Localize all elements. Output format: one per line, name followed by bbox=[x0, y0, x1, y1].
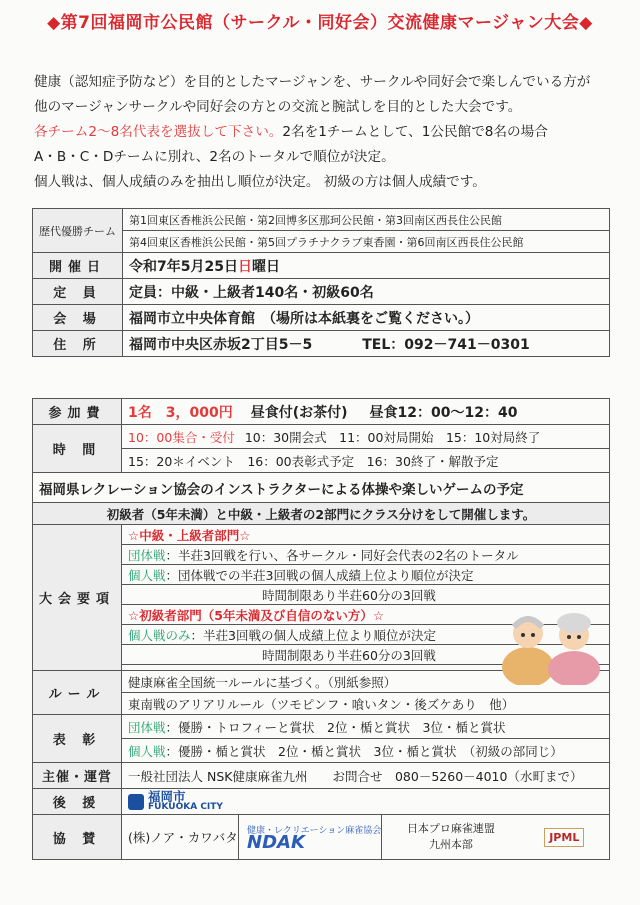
intro-highlight: 各チーム2～8名代表を選抜して下さい。 bbox=[34, 124, 283, 140]
award-team: 団体戦：優勝・トロフィーと賞状 2位・楯と賞状 3位・楯と賞状 bbox=[122, 715, 610, 739]
sponsor-label: 協 賛 bbox=[33, 815, 122, 860]
woman-eye bbox=[577, 635, 581, 639]
city-emblem-icon bbox=[128, 794, 144, 810]
intro-line-4: A・B・C・Dチームに別れ、2名のトータルで順位が決定。 bbox=[34, 149, 395, 165]
venue-label: 会 場 bbox=[33, 305, 123, 331]
fee-row: 1名 3，000円 昼食付(お茶付) 昼食12：00～12：40 bbox=[122, 399, 610, 425]
winners-row-2: 第4回東区香椎浜公民館・第5回プラチナクラブ東香園・第6回南区西長住公民館 bbox=[123, 231, 610, 253]
div2-title: ☆初級者部門（5年未満及び自信のない方）☆ bbox=[122, 605, 610, 625]
support-label: 後 援 bbox=[33, 789, 122, 815]
recreation-note: 福岡県レクレーション協会のインストラクターによる体操や楽しいゲームの予定 bbox=[33, 473, 610, 503]
venue-value: 福岡市立中央体育館 （場所は本紙裏をご覧ください。） bbox=[123, 305, 610, 331]
intro-line-1: 健康（認知症予防など）を目的としたマージャンを、サークルや同好会で楽しんでいる方が bbox=[34, 74, 591, 90]
intro-line-3 bbox=[34, 122, 548, 142]
class-note: 初級者（5年未満）と中級・上級者の2部門にクラス分けをして開催します。 bbox=[33, 503, 610, 525]
date-label: 開催日 bbox=[33, 253, 123, 279]
div1-individual: 個人戦：団体戦での半荘3回戦の個人成績上位より順位が決定 bbox=[122, 565, 610, 585]
fukuoka-city-logo: 福岡市 FUKUOKA CITY bbox=[128, 791, 603, 813]
fee-label: 参加費 bbox=[33, 399, 122, 425]
tel: TEL：092－741－0301 bbox=[362, 336, 530, 353]
capacity-value: 定員：中級・上級者140名・初級60名 bbox=[123, 279, 610, 305]
intro-line-2: 他のマージャンサークルや同好会の方との交流と腕試しを目的とした大会です。 bbox=[34, 99, 522, 115]
intro-line-3-rest: 2名を1チームとして、1公民館で8名の場合 bbox=[282, 124, 548, 140]
ndak-logo: 健康・レクリエーション麻雀協会 NDAK bbox=[239, 815, 382, 859]
man-body bbox=[502, 647, 554, 685]
date-value: 令和7年5月25日日曜日 bbox=[123, 253, 610, 279]
rule-row-1: 健康麻雀全国統一ルールに基づく。（別紙参照） bbox=[122, 671, 610, 693]
address-value: 福岡市中央区赤坂2丁目5－5 TEL：092－741－0301 bbox=[123, 331, 610, 357]
capacity-label: 定 員 bbox=[33, 279, 123, 305]
time-label: 時 間 bbox=[33, 425, 122, 473]
address-label: 住 所 bbox=[33, 331, 123, 357]
woman-body bbox=[548, 651, 600, 685]
sponsor-1: (株)ノア・カワバタ bbox=[122, 815, 239, 859]
time-row-1: 10：00集合・受付 10：30開会式 11：00対局開始 15：10対局終了 bbox=[122, 425, 610, 449]
div1-title: ☆中級・上級者部門☆ bbox=[122, 525, 610, 545]
man-eye bbox=[531, 633, 535, 637]
div1-time: 時間制限あり半荘60分の3回戦 bbox=[122, 585, 610, 605]
woman-hair bbox=[557, 613, 591, 633]
elderly-couple-illustration bbox=[496, 605, 606, 685]
man-eye bbox=[521, 633, 525, 637]
sponsor-row bbox=[122, 815, 610, 860]
award-individual: 個人戦：優勝・楯と賞状 2位・楯と賞状 3位・楯と賞状 （初級の部同じ） bbox=[122, 739, 610, 763]
intro-line-5: 個人戦は、個人成績のみを抽出し順位が決定。 初級の方は個人成績です。 bbox=[34, 174, 486, 190]
rules-label: 大会要項 bbox=[33, 525, 122, 671]
award-label: 表 彰 bbox=[33, 715, 122, 763]
winners-label: 歴代優勝チーム bbox=[33, 209, 123, 253]
sponsor-3: 日本プロ麻雀連盟 九州本部 JPML bbox=[382, 815, 609, 859]
support-value bbox=[122, 789, 610, 815]
organizer-value: 一般社団法人 NSK健康麻雀九州 お問合せ 080－5260－4010（水町まで） bbox=[122, 763, 610, 789]
woman-eye bbox=[567, 635, 571, 639]
jpml-logo: JPML bbox=[544, 828, 584, 847]
time-row-2: 15：20＊イベント 16：00表彰式予定 16：30終了・解散予定 bbox=[122, 449, 610, 473]
winners-row-1: 第1回東区香椎浜公民館・第2回博多区那珂公民館・第3回南区西長住公民館 bbox=[123, 209, 610, 231]
div2-time: 時間制限あり半荘60分の3回戦 bbox=[122, 645, 610, 665]
rule-row-2: 東南戦のアリアリルール（ツモピンフ・喰いタン・後ズケあり 他） bbox=[122, 693, 610, 715]
div2-individual: 個人戦のみ：半荘3回戦の個人成績上位より順位が決定 bbox=[122, 625, 610, 645]
rule-label: ルール bbox=[33, 671, 122, 715]
date-day: 日 bbox=[237, 258, 252, 275]
div1-team: 団体戦：半荘3回戦を行い、各サークル・同好会代表の2名のトータル bbox=[122, 545, 610, 565]
page-title: ◆第7回福岡市公民館（サークル・同好会）交流健康マージャン大会◆ bbox=[47, 13, 593, 33]
info-table bbox=[32, 208, 610, 357]
organizer-label: 主催・運営 bbox=[33, 763, 122, 789]
